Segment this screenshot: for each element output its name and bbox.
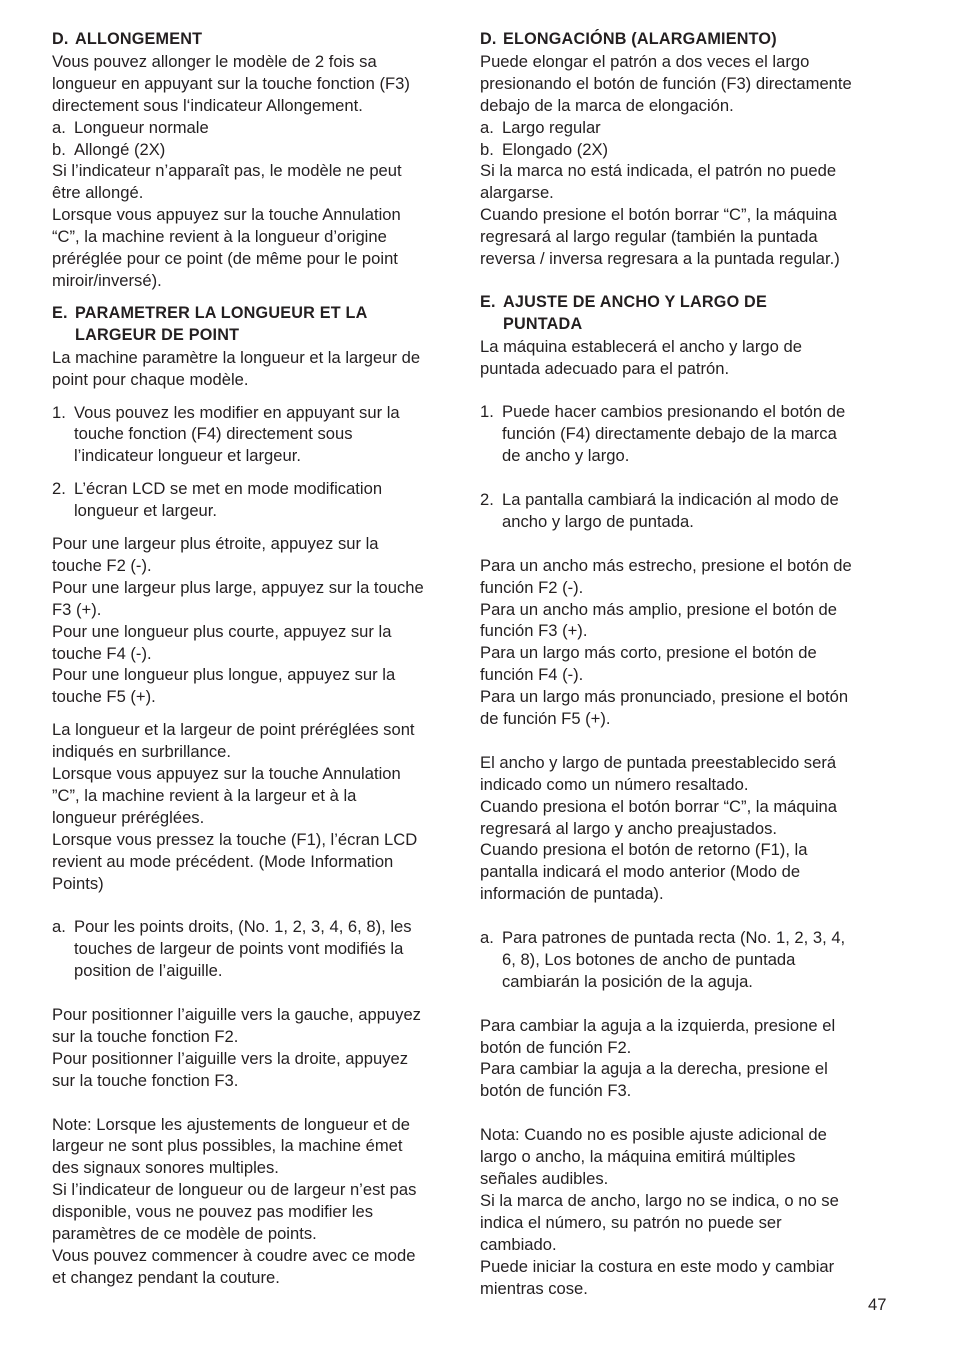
section-e-needle-es: Para cambiar la aguja a la izquierda, presione el botón de función F2. Para cambiar la aguja a la derecha, presione el botón de función F3. — [480, 1015, 836, 1101]
list-item: b. Elongado (2X) — [480, 139, 609, 159]
section-d-text-fr: Vous pouvez allonger le modèle de 2 fois sa longueur en appuyant sur la touche fonction (F3) directement sous l‘indicateur Allongement. — [52, 51, 410, 115]
section-e-note-fr: Note: Lorsque les ajustements de longueur et de largeur ne sont plus possibles, la machine émet des signaux sonores multiples. Si l’indicateur de longueur ou de largeur n’est pas disponible, vous ne pouvez pas modifier les paramètres de ce modèle de points. Vous pouvez commencer à coudre avec ce mode et changez pendant la couture. — [52, 1114, 417, 1287]
list-item: 2. L’écran LCD se met en mode modification longueur et largeur. — [52, 479, 383, 521]
section-d-text2-fr: Si l’indicateur n’apparaît pas, le modèle ne peut être allongé. Lorsque vous appuyez sur la touche Annulation “C”, la machine revient à la longueur d’origine préréglée pour ce point (de même pour le point miroir/inversé). — [52, 161, 402, 290]
section-e-intro-es: La máquina establecerá el ancho y largo de puntada adecuado para el patrón. — [480, 336, 802, 378]
list-item: a. Pour les points droits, (No. 1, 2, 3, 4, 6, 8), les touches de largeur de points vont modifiés la position de l’aiguille. — [52, 917, 412, 981]
section-e-keys-fr: Pour une largeur plus étroite, appuyez sur la touche F2 (-). Pour une largeur plus large, appuyez sur la touche F3 (+). Pour une longueur plus courte, appuyez sur la touche F4 (-). Pour une longueur plus longue, appuyez sur la touche F5 (+). — [52, 534, 424, 707]
section-d-text2-es: Si la marca no está indicada, el patrón no puede alargarse. Cuando presione el botón borrar “C”, la máquina regresará al largo regular (también la puntada reversa / inversa regresara a la puntada regular.) — [480, 161, 840, 269]
section-e-needle-fr: Pour positionner l’aiguille vers la gauche, appuyez sur la touche fonction F2. Pour positionner l’aiguille vers la droite, appuyez sur la touche fonction F3. — [52, 1005, 421, 1090]
section-d-heading-es: D. ELONGACIÓNB (ALARGAMIENTO) — [480, 30, 777, 48]
section-d-text-es: Puede elongar el patrón a dos veces el largo presionando el botón de función (F3) directamente debajo de la marca de elongación. — [480, 51, 852, 115]
section-d-heading-fr: D. ALLONGEMENT — [52, 30, 203, 48]
list-item: 1. Puede hacer cambios presionando el botón de función (F4) directamente debajo de la marca de ancho y largo. — [480, 402, 846, 466]
section-e-note-es: Nota: Cuando no es posible ajuste adicional de largo o ancho, la máquina emitirá múltiples señales audibles. Si la marca de ancho, largo no se indica, o no se indica el número, su patrón no puede ser cambiado. Puede iniciar la costura en este modo y cambiar mientras cose. — [480, 1125, 839, 1298]
spanish-column — [480, 29, 892, 1299]
list-item: b. Allongé (2X) — [52, 139, 166, 159]
section-e-heading-es: E. AJUSTE DE ANCHO Y LARGO DE PUNTADA — [480, 292, 767, 333]
section-e-heading-fr: E. PARAMETRER LA LONGUEUR ET LA LARGEUR DE POINT — [52, 303, 368, 344]
list-item: a. Largo regular — [480, 117, 601, 137]
list-item: 1. Vous pouvez les modifier en appuyant sur la touche fonction (F4) directement sous l’indicateur longueur et largeur. — [52, 402, 400, 466]
list-item: 2. La pantalla cambiará la indicación al modo de ancho y largo de puntada. — [480, 489, 839, 531]
page-number: 47 — [868, 1295, 887, 1314]
list-item: a. Longueur normale — [52, 117, 209, 137]
section-e-intro-fr: La machine paramètre la longueur et la largeur de point pour chaque modèle. — [52, 347, 421, 389]
list-item: a. Para patrones de puntada recta (No. 1, 2, 3, 4, 6, 8), Los botones de ancho de puntada cambiarán la posición de la aguja. — [480, 928, 846, 991]
section-e-keys-es: Para un ancho más estrecho, presione el botón de función F2 (-). Para un ancho más amplio, presione el botón de función F3 (+). Para un largo más corto, presione el botón de función F4 (-). Para un largo más pronunciado, presione el botón de función F5 (+). — [480, 555, 852, 729]
section-e-preset-fr: La longueur et la largeur de point préréglées sont indiqués en surbrillance. Lorsque vous appuyez sur la touche Annulation ”C”, la machine revient à la largeur et à la longueur préréglées. Lorsque vous pressez la touche (F1), l’écran LCD revient au mode précédent. (Mode Information Points) — [52, 720, 418, 893]
section-e-preset-es: El ancho y largo de puntada preestablecido será indicado como un número resaltado. Cuando presiona el botón borrar “C”, la máquina regresará al largo y ancho preajustados. Cuando presiona el botón de retorno (F1), la pantalla indicará el modo anterior (Modo de información de puntada). — [480, 752, 837, 904]
french-column — [52, 29, 462, 1289]
